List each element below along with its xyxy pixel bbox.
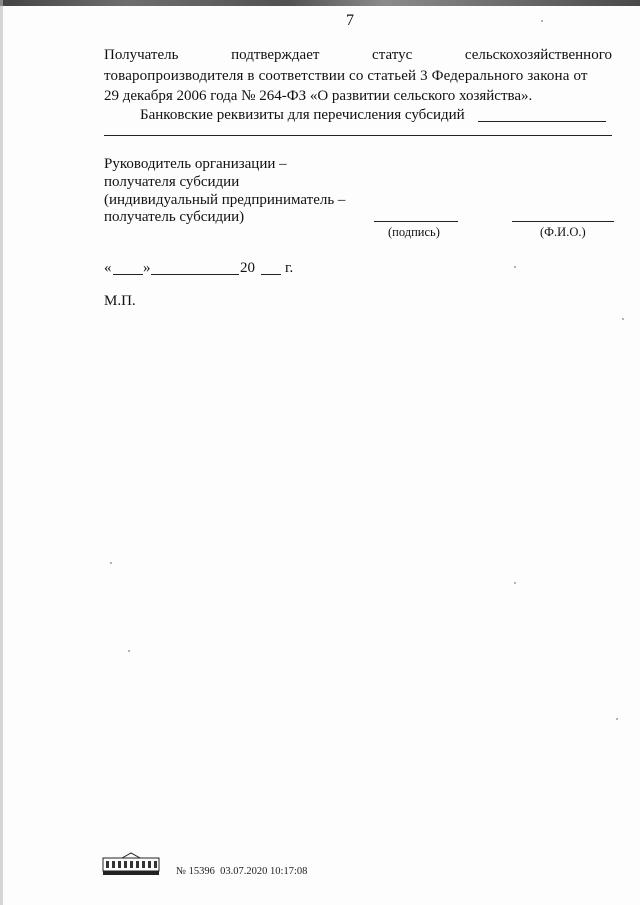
date-year-suffix: г. (285, 260, 294, 276)
seal-label: М.П. (104, 293, 136, 309)
date-close-quote: » (143, 260, 151, 276)
scan-edge-top (0, 0, 640, 6)
scan-edge-left (0, 0, 3, 905)
paragraph-word: статус (372, 47, 413, 63)
paragraph-word: подтверждает (231, 47, 320, 63)
footer-timestamp: 03.07.2020 10:17:08 (220, 866, 308, 877)
scan-speck (541, 20, 543, 22)
scan-speck (616, 718, 618, 720)
paragraph-line-1 (104, 46, 612, 64)
signatory-line: Руководитель организации – (104, 156, 287, 172)
bank-details-blank (478, 121, 606, 122)
government-building-logo-icon (102, 852, 160, 876)
signature-blank (374, 221, 458, 222)
name-caption: (Ф.И.О.) (540, 225, 586, 239)
scan-speck (622, 318, 624, 320)
paragraph-word: сельскохозяйственного (464, 47, 612, 63)
scan-speck (514, 582, 516, 584)
page-number: 7 (346, 12, 354, 29)
paragraph-word: Получатель (104, 47, 179, 63)
signature-caption: (подпись) (388, 225, 440, 239)
date-year-prefix: 20 (240, 260, 255, 276)
scan-speck (514, 266, 516, 268)
date-open-quote: « (104, 260, 112, 276)
scan-speck (128, 650, 130, 652)
signatory-line: получатель субсидии) (104, 209, 245, 225)
footer-doc-number: № 15396 (176, 866, 215, 877)
date-month-blank (151, 274, 239, 275)
date-year-blank (261, 274, 281, 275)
bank-details-label: Банковские реквизиты для перечисления субсидий (140, 107, 465, 123)
date-day-blank (113, 274, 143, 275)
signatory-line: (индивидуальный предприниматель – (104, 192, 346, 208)
paragraph-line-2: товаропроизводителя в соответствии со статьей 3 Федерального закона от (104, 68, 588, 84)
footer-registration-stamp (176, 866, 307, 877)
scan-speck (110, 562, 112, 564)
bank-details-blank-full (104, 135, 612, 136)
name-blank (512, 221, 614, 222)
signatory-line: получателя субсидии (104, 174, 240, 190)
paragraph-line-3: 29 декабря 2006 года № 264-ФЗ «О развитии сельского хозяйства». (104, 88, 533, 104)
